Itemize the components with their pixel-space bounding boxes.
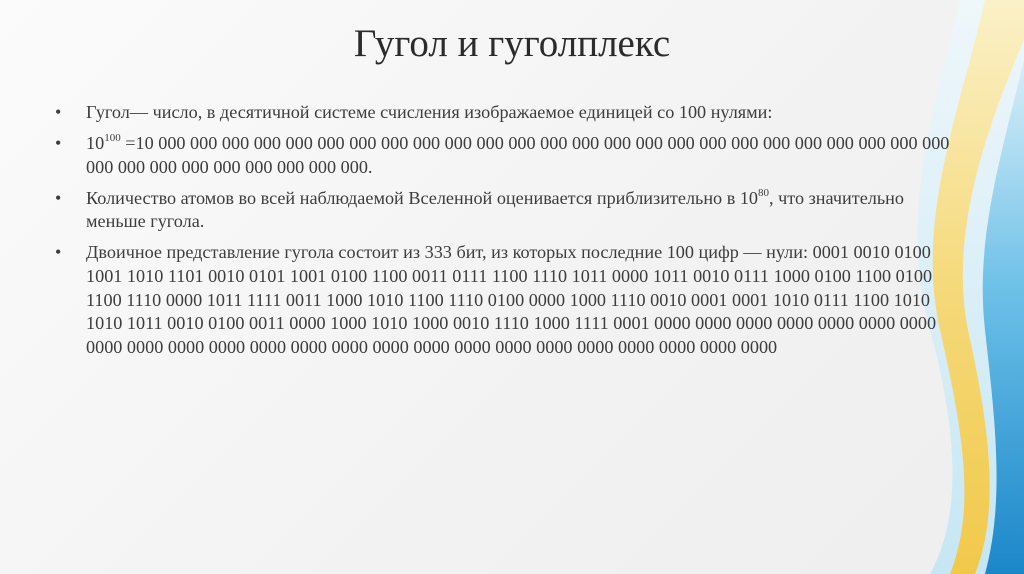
bullet-item-googol-decimal xyxy=(55,132,955,179)
decimal-expansion: =10 000 000 000 000 000 000 000 000 000 000 000 000 000 000 000 000 000 000 000 000 000 000 000 000 000 000 000 000 000 000 000 000 000 000. xyxy=(86,133,950,177)
bullet-item-googol-definition xyxy=(55,101,955,125)
power-exponent: 80 xyxy=(758,186,770,199)
bullet-text-before: Количество атомов во всей наблюдаемой Вселенной оценивается приблизительно в 10 xyxy=(86,187,759,208)
bullet-list xyxy=(55,101,955,367)
bullet-item-atoms-in-universe xyxy=(55,187,955,234)
bullet-marker: • xyxy=(55,187,62,208)
bullet-marker: • xyxy=(55,133,62,154)
binary-digits: 0001 0010 0100 1001 1010 1101 0010 0101 1001 0100 1100 0011 0111 1100 1110 1011 0000 1011 0010 0111 1000 0100 1100 0100 1100 1110 0000 1011 1111 0011 1000 1010 1100 1110 0100 0000 1000 1110 0010 0001 0001 1010 0111 1100 1010 1010 1011 0010 0100 0011 0000 1000 1010 1000 0010 1110 1000 1111 0001 0000 0000 0000 0000 0000 0000 0000 0000 0000 0000 0000 0000 0000 0000 0000 0000 0000 0000 0000 0000 0000 0000 0000 0000 xyxy=(86,242,937,357)
slide-title: Гугол и гуголплекс xyxy=(353,22,671,65)
bullet-text: Двоичное представление гугола состоит из 333 бит, из которых последние 100 цифр — нули: xyxy=(86,242,809,263)
bullet-marker: • xyxy=(55,102,62,122)
bullet-item-binary-representation xyxy=(55,241,955,359)
power-exponent: 100 xyxy=(104,132,121,145)
bullet-text-after: , что значительно меньше гугола. xyxy=(86,187,904,232)
power-base: 10 xyxy=(86,133,105,154)
bullet-marker: • xyxy=(55,242,62,263)
bullet-text: Гугол— число, в десятичной системе счисления изображаемое единицей со 100 нулями: xyxy=(86,102,773,122)
